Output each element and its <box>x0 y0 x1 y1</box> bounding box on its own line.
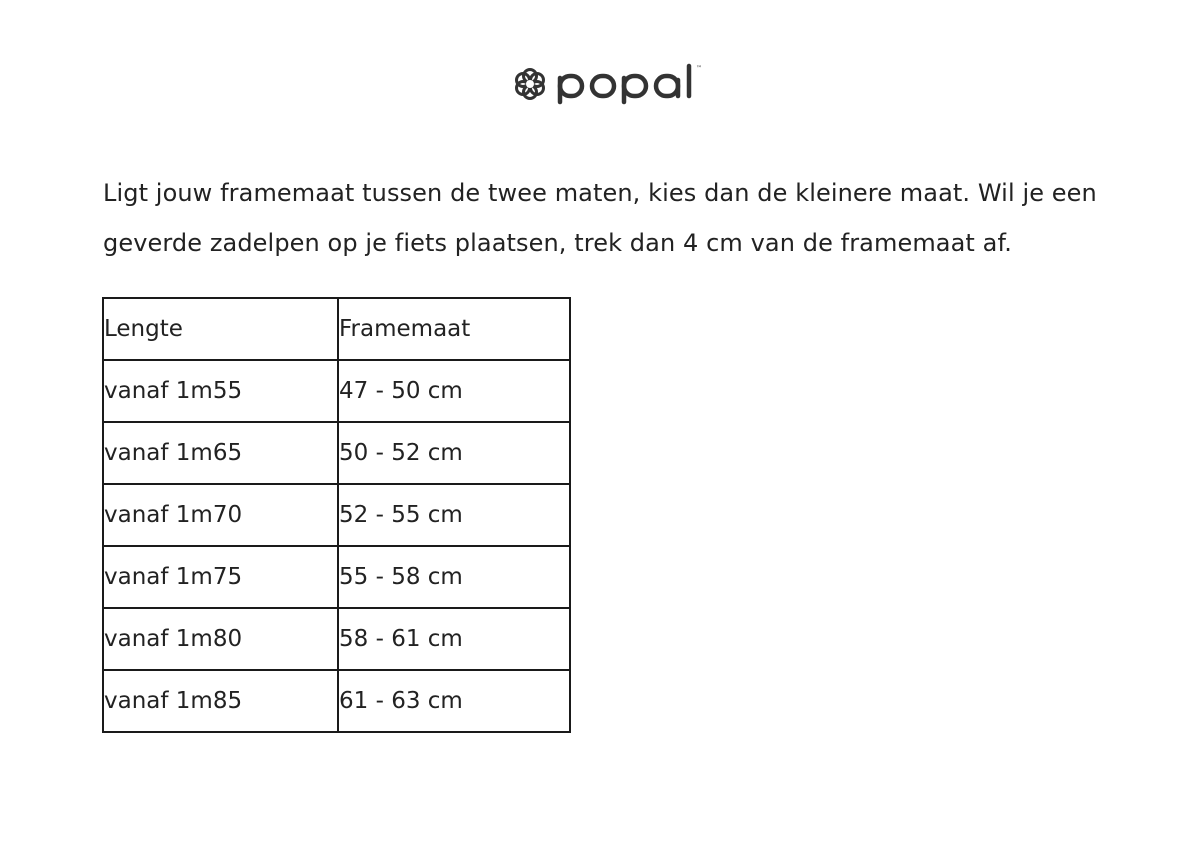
intro-text: Ligt jouw framemaat tussen de twee maten, kies dan de kleinere maat. Wil je een geverde zadelpen op je fiets plaatsen, trek dan 4 cm van de framemaat af. <box>103 179 1097 257</box>
cell-frame-size: 61 - 63 cm <box>338 670 570 732</box>
table-row <box>103 484 570 546</box>
svg-text:™: ™ <box>696 65 702 72</box>
cell-length: vanaf 1m85 <box>103 670 338 732</box>
table-row <box>103 670 570 732</box>
cell-frame-size: 52 - 55 cm <box>338 484 570 546</box>
popal-wordmark <box>556 62 706 106</box>
cell-length: vanaf 1m75 <box>103 546 338 608</box>
cell-length: vanaf 1m80 <box>103 608 338 670</box>
cell-frame-size: 58 - 61 cm <box>338 608 570 670</box>
table-row <box>103 546 570 608</box>
cell-length: vanaf 1m55 <box>103 360 338 422</box>
header-length: Lengte <box>103 298 338 360</box>
cell-frame-size: 55 - 58 cm <box>338 546 570 608</box>
table-header-row <box>103 298 570 360</box>
popal-hexagon-flower-icon <box>512 66 548 102</box>
table-row <box>103 422 570 484</box>
size-chart-table <box>102 297 571 733</box>
cell-length: vanaf 1m65 <box>103 422 338 484</box>
brand-logo <box>512 62 706 106</box>
cell-frame-size: 50 - 52 cm <box>338 422 570 484</box>
header-frame-size: Framemaat <box>338 298 570 360</box>
table-row <box>103 360 570 422</box>
cell-length: vanaf 1m70 <box>103 484 338 546</box>
cell-frame-size: 47 - 50 cm <box>338 360 570 422</box>
table-row <box>103 608 570 670</box>
